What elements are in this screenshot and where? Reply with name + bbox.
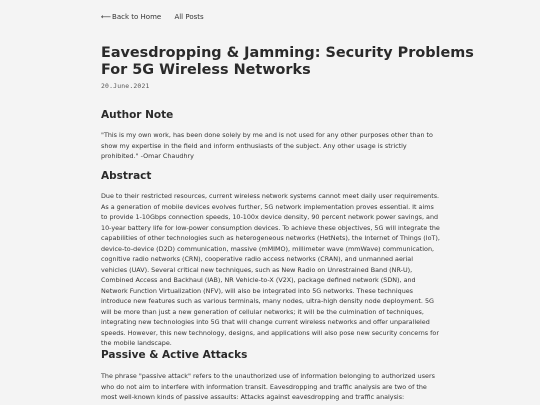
post-date: 20.June.2021 [101,82,150,90]
back-to-home-label: Back to Home [112,13,162,21]
passive-active-attacks-heading: Passive & Active Attacks [101,349,248,361]
top-nav [101,13,204,21]
passive-active-attacks-body: The phrase "passive attack" refers to the unauthorized use of information belonging to authorized users who do not aim to interfere with information transit. Eavesdropping and traffic analysis are two of the most well-known kinds of passive assaults: Attacks against eavesdropping and traffic analysis: [101,372,435,401]
author-note-body: "This is my own work, has been done solely by me and is not used for any other purposes other than to show my expertise in the field and inform enthusiasts of the subject. Any other usage is strictly prohibited." -Omar Chaudhry [101,131,433,160]
abstract-body: Due to their restricted resources, current wireless network systems cannot meet daily user requirements. As a generation of mobile devices evolves further, 5G network implementation proves essential. It aims to provide 1-10Gbps connection speeds, 10-100x device density, 90 percent network power savings, and 10-year battery life for low-power consumption devices. To achieve these objectives, 5G will integrate the capabilities of other technologies such as heterogeneous networks (HetNets), the Internet of Things (IoT), device-to-device (D2D) communication, massive (mMIMO), millimeter wave (mmWave) communication, cognitive radio networks (CRN), cooperative radio access networks (CRAN), and unmanned aerial vehicles (UAV). Several critical new techniques, such as New Radio on Unrestrained Band (NR-U), Combined Access and Backhaul (IAB), NR Vehicle-to-X (V2X), package defined network (SDN), and Network Function Virtualization (NFV), will also be integrated into 5G networks. These techniques introduce new features such as various terminals, many nodes, ultra-high density node deployment. 5G will be more than just a new generation of cellular networks; it will be the culmination of techniques, integrating new technologies into 5G that will change current wireless networks and offer unparalleled speeds. However, this new technology, designs, and applications will also pose new security concerns for the mobile landscape. [101,192,440,347]
all-posts-link[interactable]: All Posts [174,13,204,21]
arrow-left-icon: ⟵ [101,13,112,21]
author-note-heading: Author Note [101,109,174,121]
post-title: Eavesdropping & Jamming: Security Problems For 5G Wireless Networks [101,45,474,78]
back-to-home-link[interactable] [101,13,161,21]
abstract-heading: Abstract [101,170,152,182]
